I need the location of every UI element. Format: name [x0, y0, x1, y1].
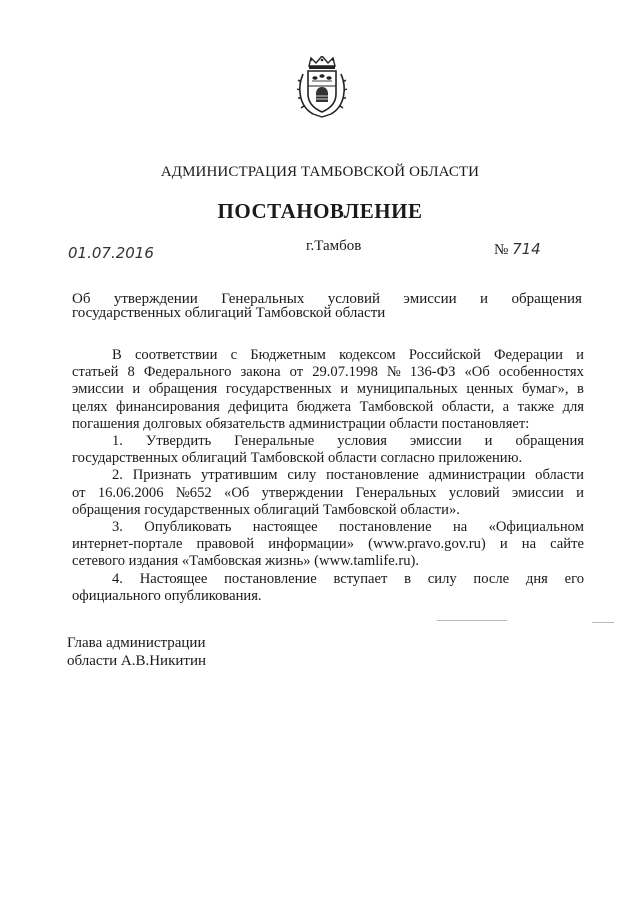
signature-name: области А.В.Никитин — [67, 653, 207, 669]
document-city: г.Тамбов — [306, 238, 362, 254]
organization-title: АДМИНИСТРАЦИЯ ТАМБОВСКОЙ ОБЛАСТИ — [160, 164, 480, 180]
item-3-paragraph: 3. Опубликовать настоящее постановление на «Официальном интернет-портале правовой информации» (www.pravo.gov.ru) и на сайте сетевого издания «Тамбовская жизнь» (www.tamlife.ru). — [72, 519, 584, 570]
scan-artifact-line — [592, 622, 614, 623]
subject-line-2: государственных облигаций Тамбовской области — [72, 305, 386, 321]
preamble-paragraph: В соответствии с Бюджетным кодексом Российской Федерации и статьей 8 Федерального закона от 29.07.1998 № 136-ФЗ «Об особенностях эмиссии и обращения государственных и муниципальных ценных бумаг», в целях финансирования дефицита бюджета Тамбовской области, а также для погашения долговых обязательств администрации области постановляет: — [72, 347, 584, 432]
tambov-coat-of-arms-icon — [295, 56, 349, 120]
document-body — [72, 347, 584, 605]
signature-title: Глава администрации — [67, 635, 206, 651]
scan-artifact-line — [437, 620, 507, 621]
item-2-paragraph: 2. Признать утратившим силу постановление администрации области от 16.06.2006 №652 «Об утверждении Генеральных условий эмиссии и обращения государственных облигаций Тамбовской области». — [72, 467, 584, 518]
item-1-paragraph: 1. Утвердить Генеральные условия эмиссии и обращения государственных облигаций Тамбовской области согласно приложению. — [72, 433, 584, 467]
number-label: № — [494, 242, 509, 258]
item-4-paragraph: 4. Настоящее постановление вступает в силу после дня его официального опубликования. — [72, 570, 584, 604]
document-subject — [72, 292, 582, 320]
signature-block — [67, 634, 206, 670]
subject-line-1: Об утверждении Генеральных условий эмиссии и обращения — [72, 291, 582, 307]
number-value: 714 — [512, 240, 541, 258]
document-number — [494, 240, 541, 259]
document-date: 01.07.2016 — [68, 244, 154, 262]
document-type-title: ПОСТАНОВЛЕНИЕ — [217, 199, 423, 223]
